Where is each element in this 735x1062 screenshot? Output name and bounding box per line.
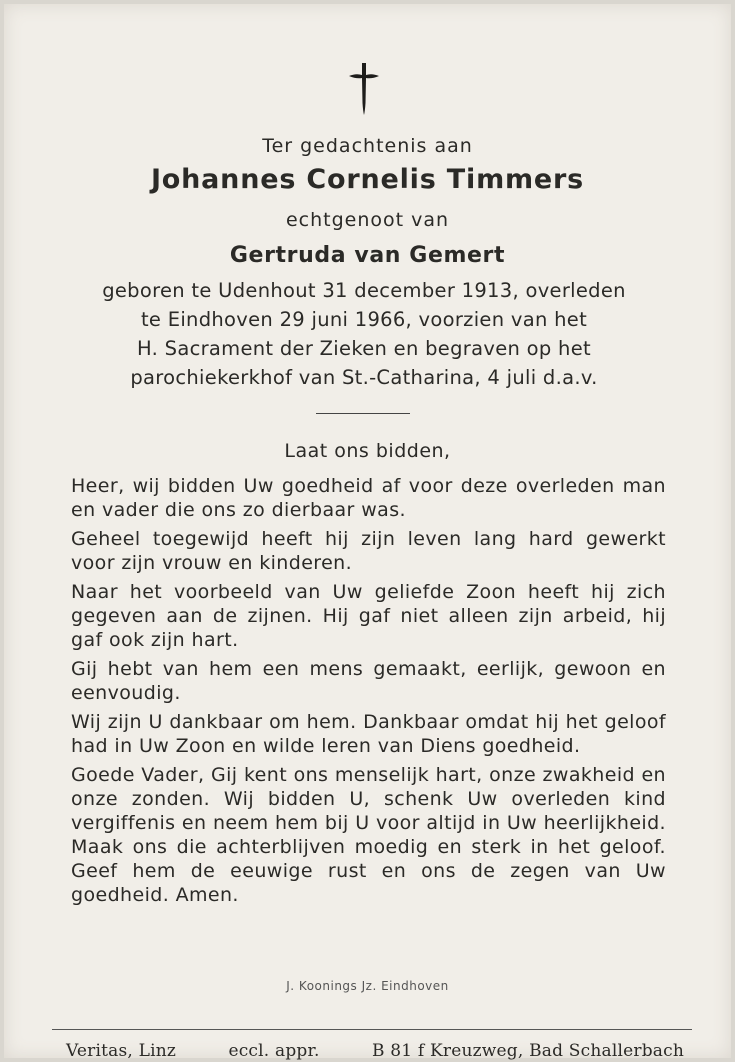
approval: eccl. appr. [228, 1041, 320, 1061]
memorial-card [4, 4, 731, 1061]
bio-line: H. Sacrament der Zieken en begraven op het [137, 337, 591, 360]
bio-line: te Eindhoven 29 juni 1966, voorzien van het [140, 308, 588, 331]
bio-line: parochiekerkhof van St.-Catharina, 4 juli d.a.v. [130, 366, 598, 389]
footer-divider [52, 1029, 692, 1030]
deceased-name: Johannes Cornelis Timmers [150, 164, 585, 195]
prayer-paragraph: Geheel toegewijd heeft hij zijn leven lang hard gewerkt voor zijn vrouw en kinderen. [71, 528, 666, 574]
divider [316, 413, 410, 414]
prayer-paragraph: Heer, wij bidden Uw goedheid af voor deze overleden man en vader die ons zo dierbaar was. [71, 475, 666, 521]
prayer-paragraph: Wij zijn U dankbaar om hem. Dankbaar omdat hij het geloof had in Uw Zoon en wilde leren van Diens goedheid. [71, 711, 666, 757]
prayer-paragraph: Gij hebt van hem een mens gemaakt, eerlijk, gewoon en eenvoudig. [71, 658, 666, 704]
spouse-name: Gertruda van Gemert [229, 243, 506, 268]
publisher: Veritas, Linz [66, 1041, 177, 1061]
bio-line: geboren te Udenhout 31 december 1913, overleden [102, 279, 626, 302]
prayer-paragraph: Naar het voorbeeld van Uw geliefde Zoon heeft hij zich gegeven aan de zijnen. Hij gaf niet alleen zijn arbeid, hij gaf ook zijn hart. [71, 581, 666, 651]
biography [59, 276, 669, 392]
prayer-paragraph: Goede Vader, Gij kent ons menselijk hart, onze zwakheid en onze zonden. Wij bidden U, schenk Uw overleden kind vergiffenis en neem hem bij U voor altijd in Uw heerlijkheid. Maak ons die achterblijven moedig en sterk in het geloof. Geef hem de eeuwige rust en ons de zegen van Uw goedheid. Amen. [71, 764, 666, 906]
intro-text: Ter gedachtenis aan [262, 135, 473, 157]
footer [66, 1041, 684, 1061]
prayer-title: Laat ons bidden, [284, 440, 451, 462]
cross-icon [344, 59, 384, 119]
series-code: B 81 f Kreuzweg, Bad Schallerbach [371, 1041, 684, 1061]
spouse-label: echtgenoot van [285, 209, 450, 231]
prayer-text [71, 474, 666, 912]
printer-credit: J. Koonings Jz. Eindhoven [286, 979, 449, 993]
